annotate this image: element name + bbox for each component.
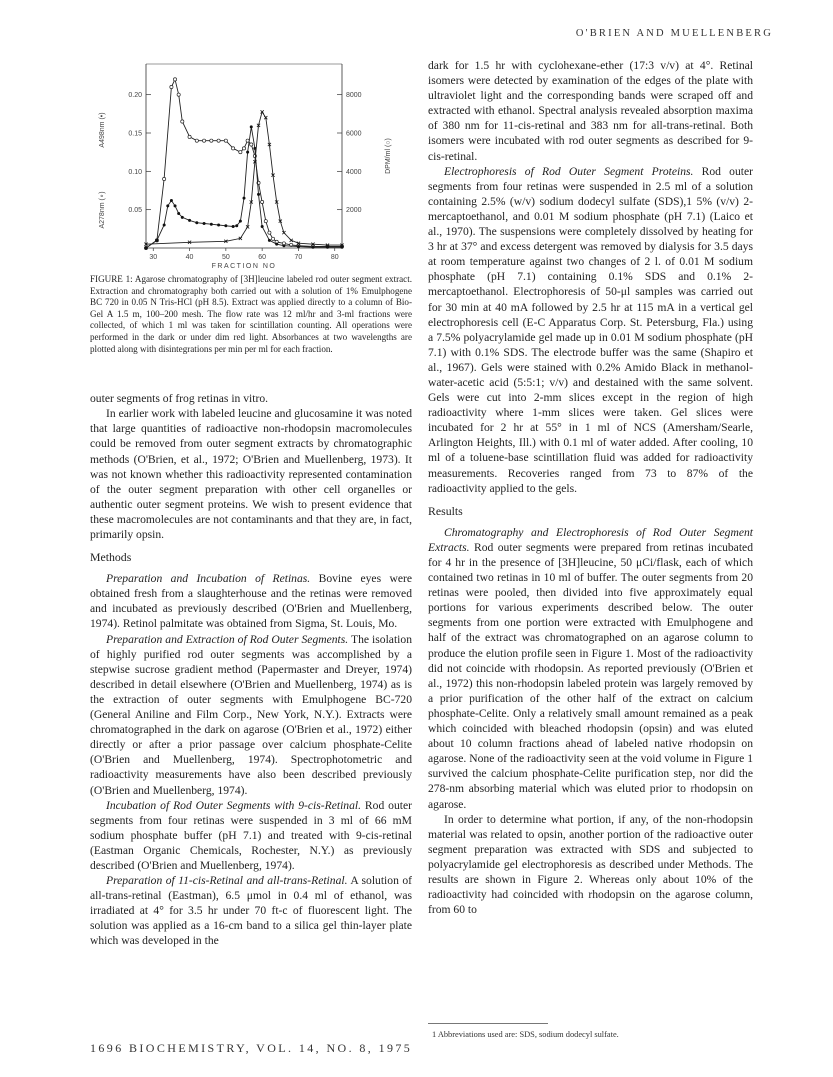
data-point-open [264, 220, 267, 223]
paragraph-body: Rod outer segments were prepared from retinas incubated for 4 hr in the presence of [3H]leucine, 50 μCi/flask, each of which contained two retinas in 10 ml of buffer. The outer segments from 20 retinas were pooled, then divided into five approximately equal portions for various experiments described below. The outer segments from one portion were extracted with Emulphogene and half of the extract was chromatographed on an agarose column to produce the elution profile seen in Figure 1. Most of the radioactivity did not coincide with rhodopsin. As reported previously (O'Brien et al., 1972) this non-rhodopsin labeled protein was largely removed by a prior purification of the other half of the extract on calcium phosphate-Celite. Only a relatively small amount remained as a peak which coincided with bleached rhodopsin (opsin) and was eluted about 10 column fractions ahead of labeled native rhodopsin on agarose. None of the radioactivity seen at the void volume in Figure 1 survived the calcium phosphate-Celite purification step, nor did the 278-nm absorbing material which was eluted prior to rhodopsin on agarose. [428, 540, 753, 811]
run-in-title: Preparation of 11-cis-Retinal and all-trans-Retinal. [106, 874, 348, 888]
paragraph-body: Rod outer segments from four retinas were suspended in 3 ml of 66 mM sodium phosphate buffer (pH 7.1) and treated with 9-cis-retinal (Eastman Organic Chemicals, Rochester, N.Y.) as previously described (O'Brien and Muellenberg, 1974). [90, 798, 412, 872]
x-tick-label: 70 [294, 254, 303, 261]
data-point-open [177, 93, 180, 96]
continuation-text: outer segments of frog retinas in vitro. [90, 392, 269, 406]
y-right-tick-label: 4000 [346, 168, 362, 176]
data-point-filled [166, 204, 169, 207]
data-point-filled [181, 216, 184, 219]
data-point-filled [268, 239, 271, 242]
run-in-title: Preparation and Incubation of Retinas. [106, 572, 311, 586]
y-right-tick-label: 6000 [346, 130, 362, 138]
data-point-open [250, 143, 253, 146]
data-point-filled [195, 221, 198, 224]
chromatography-chart [90, 58, 412, 268]
continuation-text: dark for 1.5 hr with cyclohexane-ether (17:3 v/v) at 4°. Retinal isomers were detected by examination of the edges of the plate with ultraviolet light and the corresponding bands were scraped off and extracted with ethanol. Spectral analysis revealed absorption maxima of 380 nm for 11-cis-retinal and 383 nm for all-trans-retinal. Both isomers were incubated with rod outer segments as described for 9-cis-retinal. [428, 59, 753, 163]
y-left-tick-label: 0.20 [128, 92, 142, 100]
data-point-filled [235, 224, 238, 227]
y-right-tick-label: 8000 [346, 92, 362, 100]
x-tick-label: 40 [185, 254, 194, 261]
data-point-open [170, 85, 173, 88]
data-point-filled [224, 224, 227, 227]
data-point-filled [217, 224, 220, 227]
methods-paragraph-4 [90, 873, 412, 948]
data-point-filled [163, 224, 166, 227]
x-axis-label: FRACTION NO [211, 263, 277, 268]
data-point-filled [170, 199, 173, 202]
right-column [428, 58, 753, 917]
run-in-title: Electrophoresis of Rod Outer Segment Proteins. [444, 164, 694, 178]
data-point-open [261, 200, 264, 203]
data-point-open [239, 151, 242, 154]
x-tick-label: 50 [221, 254, 230, 261]
y-left-tick-label: 0.05 [128, 207, 142, 215]
data-point-open [210, 139, 213, 142]
methods-paragraph-3 [90, 798, 412, 873]
data-point-filled [188, 219, 191, 222]
data-point-filled [257, 193, 260, 196]
data-point-open [242, 147, 245, 150]
paragraph-body: The isolation of highly purified rod outer segments was accomplished by a stepwise sucrose gradient method (Papermaster and Dreyer, 1974) described in detail elsewhere (O'Brien and Muellenberg, 1974) as is the extraction of outer segments with Emulphogene BC-720 (General Aniline and Film Corp., New York, N.Y.). Extracts were chromatographed in the dark on agarose (O'Brien et al., 1972) either directly or after a prior passage over calcium phosphate-Celite (O'Brien and Muellenberg, 1974). Spectrophotometric and radioactivity measurements have also been described previously (O'Brien and Muellenberg, 1974). [90, 632, 412, 797]
data-point-filled [275, 243, 278, 246]
data-point-open [163, 177, 166, 180]
results-paragraph-2: In order to determine what portion, if any, of the non-rhodopsin material was related to opsin, another portion of the radioactive outer segment preparation was extracted with SDS and subjected to polyacrylamide gel electrophoresis as described under Methods. The results are shown in Figure 2. Whereas only about 10% of the radioactivity had coincided with rhodopsin on the agarose column, from 60 to [428, 812, 753, 917]
data-point-open [271, 237, 274, 240]
y-left-axis-label-2: A278nm (∘) [99, 191, 106, 229]
y-left-axis-label-1: A498nm (•) [99, 112, 106, 148]
data-point-open [232, 147, 235, 150]
data-point-open [195, 139, 198, 142]
data-point-open [202, 139, 205, 142]
page-folio: 1696 BIOCHEMISTRY, VOL. 14, NO. 8, 1975 [90, 1041, 413, 1055]
x-tick-label: 80 [330, 254, 339, 261]
paragraph-body: Rod outer segments from four retinas were suspended in 2.5 ml of a solution containing 2.5% (w/v) sodium dodecyl sulfate (SDS),1 5% (v/v) 2-mercaptoethanol, and 0.01 M sodium phosphate (pH 7.1) (Laico et al., 1970). The suspensions were completely dissolved by heating for 3 hr at 37° and excess detergent was removed by dialysis for 3.5 days at room temperature against two changes of 2 l. of 0.01 M sodium phosphate (pH 7.1) containing 0.1% SDS and 0.1% 2-mercaptoethanol. Electrophoresis of 50-μl samples was carried out for 30 min at 40 mA followed by 2.5 hr at 115 mA in a vertical gel electrophoresis cell (E-C Apparatus Corp. St. Petersburg, Fla.) using a 7.5% polyacrylamide gel made up in 0.01 M sodium phosphate (pH 7.1) with 0.1% SDS. The electrode buffer was the same (Shapiro et al., 1967). Gels were stained with 0.2% Amido Black in methanol-water-acetic acid (5:5:1; v/v) and destained with the same solvent. Gels were cut into 2-mm slices except in the region of high radioactivity where 1-mm slices were taken. Gel slices were incubated for 2 hr at 55° in 1 ml of NCS (Amersham/Searle, Arlington Heights, Ill.) with 0.1 ml of water added. After cooling, 10 ml of a toluene-base scintillation fluid was added for radioactivity measurements. Recoveries ranged from 73 to 87% of the radioactivity applied to the gels. [428, 164, 754, 495]
data-point-filled [174, 204, 177, 207]
data-point-filled [210, 223, 213, 226]
data-point-filled [282, 244, 285, 247]
data-point-filled [203, 222, 206, 225]
data-point-filled [177, 212, 180, 215]
data-point-filled [243, 197, 246, 200]
x-tick-label: 60 [258, 254, 267, 261]
data-point-filled [239, 220, 242, 223]
data-point-filled [297, 245, 300, 248]
series-line-crosses [146, 112, 342, 245]
series-line-open-circles [146, 79, 342, 248]
run-in-title: Chromatography and Electrophoresis of Rod Outer Segment Extracts. [428, 525, 753, 554]
series-line-filled-dots [146, 127, 342, 248]
methods-paragraph-2 [90, 632, 412, 798]
data-point-open [173, 78, 176, 81]
results-heading: Results [428, 503, 463, 518]
data-point-open [268, 231, 271, 234]
paragraph-body: Bovine eyes were obtained fresh from a slaughterhouse and the retinas were removed and incubated as previously described (O'Brien and Muellenberg, 1974). Retinol palmitate was obtained from Sigma, St. Louis, Mo. [90, 572, 413, 631]
y-left-tick-label: 0.15 [128, 130, 142, 138]
data-point-filled [145, 247, 148, 250]
methods-heading: Methods [90, 550, 132, 565]
y-left-tick-label: 0.10 [128, 168, 142, 176]
data-point-filled [311, 246, 314, 249]
data-point-open [217, 139, 220, 142]
data-point-filled [261, 225, 264, 228]
data-point-filled [246, 151, 249, 154]
results-paragraph-1 [428, 525, 753, 812]
data-point-open [188, 135, 191, 138]
run-in-title: Incubation of Rod Outer Segments with 9-cis-Retinal. [106, 798, 362, 812]
data-point-open [181, 120, 184, 123]
y-right-tick-label: 2000 [346, 207, 362, 215]
data-point-filled [250, 125, 253, 128]
figure-caption: FIGURE 1: Agarose chromatography of [3H]leucine labeled rod outer segment extract. Extraction and chromatography both carried out with a solution of 1% Emulphogene BC 720 in 0.05 N Tris-HCl (pH 8.5). Extract was applied directly to a column of Bio-Gel A 1.5 m, 100–200 mesh. The flow rate was 12 ml/hr and 3-ml fractions were collected, of which 1 ml was taken for scintillation counting. All operations were performed in the dark or under dim red light. Absorbances at two wavelengths are plotted along with disintegrations per min per ml for each fraction. [90, 274, 412, 354]
x-tick-label: 30 [149, 254, 158, 261]
figure-1 [90, 58, 412, 268]
left-column [90, 58, 412, 949]
data-point-filled [232, 225, 235, 228]
methods-paragraph-1 [90, 571, 412, 631]
footnote-rule [428, 1023, 548, 1024]
run-in-title: Preparation and Extraction of Rod Outer Segments. [106, 632, 349, 646]
methods-paragraph-5 [428, 164, 753, 496]
footnote: 1 Abbreviations used are: SDS, sodium dodecyl sulfate. [432, 1030, 619, 1039]
data-point-open [224, 139, 227, 142]
data-point-filled [155, 239, 158, 242]
intro-paragraph: In earlier work with labeled leucine and glucosamine it was noted that large quantities of radioactive non-rhodopsin macromolecules could be removed from outer segment extracts by chromatographic methods (O'Brien, et al., 1972; O'Brien and Muellenberg, 1973). It was not known whether this radioactivity represented contamination of the outer segment preparation with other cell organelles or authentic outer segment proteins. We wish to present evidence that these macromolecules are not contaminants and that they are, in fact, primarily opsin. [90, 407, 412, 541]
y-right-axis-label: DPM/ml (○) [385, 138, 392, 174]
paragraph-body: A solution of all-trans-retinal (Eastman), 6.5 μmol in 0.4 ml of ethanol, was irradiated at 4° for 3.5 hr under 70 ft-c of fluorescent light. The solution was applied as a 16-cm band to a silica gel thin-layer plate which was developed in the [90, 874, 412, 948]
running-head: O'BRIEN AND MUELLENBERG [575, 28, 773, 39]
